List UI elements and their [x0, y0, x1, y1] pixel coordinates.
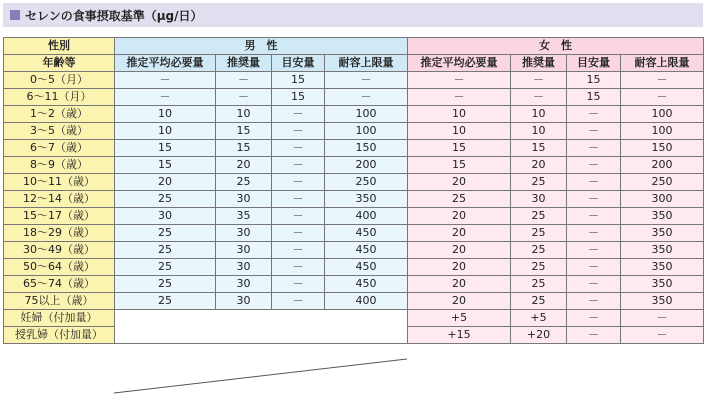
male-value-cell: 250: [325, 174, 408, 191]
male-value-cell: 10: [115, 123, 216, 140]
female-value-cell: 20: [408, 293, 511, 310]
female-value-cell: －: [567, 242, 621, 259]
table-row: [4, 174, 704, 191]
header-row-columns: [4, 55, 704, 72]
female-value-cell: 25: [511, 293, 567, 310]
female-value-cell: 300: [621, 191, 704, 208]
age-label: 年齢等: [4, 55, 115, 72]
female-value-cell: +5: [408, 310, 511, 327]
female-value-cell: 25: [511, 174, 567, 191]
male-value-cell: －: [115, 72, 216, 89]
header-row-sex: [4, 38, 704, 55]
female-value-cell: －: [621, 89, 704, 106]
age-cell: 15～17（歳）: [4, 208, 115, 225]
male-value-cell: 20: [216, 157, 272, 174]
male-value-cell: 30: [216, 293, 272, 310]
male-ai-header: 目安量: [272, 55, 325, 72]
table-row: [4, 259, 704, 276]
male-value-cell: 15: [115, 157, 216, 174]
male-value-cell: 25: [115, 259, 216, 276]
table-row: [4, 208, 704, 225]
age-cell: 0～5（月）: [4, 72, 115, 89]
female-value-cell: 100: [621, 106, 704, 123]
age-cell: 3～5（歳）: [4, 123, 115, 140]
male-value-cell: －: [216, 72, 272, 89]
female-header: 女 性: [408, 38, 704, 55]
age-cell: 8～9（歳）: [4, 157, 115, 174]
male-value-cell: 25: [216, 174, 272, 191]
female-value-cell: 350: [621, 259, 704, 276]
male-value-cell: 10: [216, 106, 272, 123]
female-value-cell: 10: [511, 106, 567, 123]
female-value-cell: －: [567, 327, 621, 344]
male-value-cell: 200: [325, 157, 408, 174]
age-cell: 30～49（歳）: [4, 242, 115, 259]
age-cell: 6～7（歳）: [4, 140, 115, 157]
male-value-cell: 30: [115, 208, 216, 225]
female-value-cell: 10: [511, 123, 567, 140]
male-value-cell: －: [272, 225, 325, 242]
age-cell: 6～11（月）: [4, 89, 115, 106]
male-value-cell: 25: [115, 225, 216, 242]
male-value-cell: 35: [216, 208, 272, 225]
sex-label: 性別: [4, 38, 115, 55]
male-value-cell: 10: [115, 106, 216, 123]
male-rda-header: 推奨量: [216, 55, 272, 72]
male-value-cell: 15: [272, 89, 325, 106]
female-value-cell: 15: [567, 72, 621, 89]
male-value-cell: －: [272, 276, 325, 293]
table-row: [4, 140, 704, 157]
table-row: [4, 191, 704, 208]
female-value-cell: －: [567, 225, 621, 242]
male-value-cell: 15: [272, 72, 325, 89]
female-rda-header: 推奨量: [511, 55, 567, 72]
male-value-cell: －: [272, 191, 325, 208]
female-value-cell: －: [511, 72, 567, 89]
female-value-cell: －: [567, 259, 621, 276]
female-value-cell: 15: [408, 140, 511, 157]
female-value-cell: 20: [511, 157, 567, 174]
female-value-cell: 15: [511, 140, 567, 157]
male-value-cell: 25: [115, 293, 216, 310]
female-value-cell: +15: [408, 327, 511, 344]
female-value-cell: 350: [621, 276, 704, 293]
table-row: [4, 89, 704, 106]
female-value-cell: 350: [621, 242, 704, 259]
female-ul-header: 耐容上限量: [621, 55, 704, 72]
table-row: [4, 123, 704, 140]
female-value-cell: －: [621, 327, 704, 344]
male-value-cell: 30: [216, 242, 272, 259]
female-ear-header: 推定平均必要量: [408, 55, 511, 72]
table-row: [4, 106, 704, 123]
male-value-cell: 25: [115, 191, 216, 208]
male-value-cell: －: [272, 259, 325, 276]
female-value-cell: +5: [511, 310, 567, 327]
male-value-cell: 30: [216, 276, 272, 293]
male-value-cell: －: [325, 89, 408, 106]
female-value-cell: －: [567, 276, 621, 293]
table-row: [4, 293, 704, 310]
female-value-cell: 20: [408, 242, 511, 259]
table-title: セレンの食事摂取基準（μg/日）: [25, 9, 203, 23]
selenium-intake-table: [3, 37, 704, 344]
male-value-cell: 30: [216, 259, 272, 276]
male-value-cell: 15: [216, 140, 272, 157]
female-value-cell: 200: [621, 157, 704, 174]
male-value-cell: 400: [325, 208, 408, 225]
female-value-cell: 20: [408, 276, 511, 293]
male-ear-header: 推定平均必要量: [115, 55, 216, 72]
female-value-cell: 350: [621, 208, 704, 225]
male-value-cell: 15: [115, 140, 216, 157]
age-cell: 50～64（歳）: [4, 259, 115, 276]
male-not-applicable-cell: [115, 310, 408, 344]
female-value-cell: 25: [511, 208, 567, 225]
female-value-cell: －: [621, 310, 704, 327]
male-value-cell: 30: [216, 191, 272, 208]
female-value-cell: －: [408, 89, 511, 106]
female-value-cell: 25: [511, 259, 567, 276]
age-cell: 65～74（歳）: [4, 276, 115, 293]
female-value-cell: 100: [621, 123, 704, 140]
female-value-cell: 20: [408, 259, 511, 276]
female-value-cell: －: [567, 174, 621, 191]
table-row: [4, 276, 704, 293]
male-value-cell: －: [216, 89, 272, 106]
female-value-cell: 20: [408, 208, 511, 225]
male-value-cell: 30: [216, 225, 272, 242]
male-value-cell: 350: [325, 191, 408, 208]
male-value-cell: 150: [325, 140, 408, 157]
male-value-cell: －: [272, 174, 325, 191]
female-value-cell: 150: [621, 140, 704, 157]
female-value-cell: －: [621, 72, 704, 89]
female-value-cell: －: [567, 293, 621, 310]
female-ai-header: 目安量: [567, 55, 621, 72]
age-cell: 妊婦（付加量）: [4, 310, 115, 327]
male-value-cell: －: [272, 140, 325, 157]
male-value-cell: －: [272, 106, 325, 123]
female-value-cell: －: [567, 106, 621, 123]
male-value-cell: 450: [325, 259, 408, 276]
female-value-cell: 20: [408, 225, 511, 242]
female-value-cell: －: [567, 140, 621, 157]
female-value-cell: 250: [621, 174, 704, 191]
male-value-cell: 100: [325, 123, 408, 140]
female-value-cell: 15: [408, 157, 511, 174]
male-value-cell: －: [115, 89, 216, 106]
male-value-cell: 25: [115, 276, 216, 293]
male-value-cell: －: [325, 72, 408, 89]
female-value-cell: －: [511, 89, 567, 106]
female-value-cell: 350: [621, 293, 704, 310]
female-value-cell: －: [567, 310, 621, 327]
female-value-cell: 10: [408, 123, 511, 140]
female-value-cell: 25: [511, 242, 567, 259]
female-value-cell: 25: [511, 276, 567, 293]
table-row: [4, 310, 704, 327]
male-header: 男 性: [115, 38, 408, 55]
male-value-cell: 450: [325, 225, 408, 242]
title-square-icon: [10, 10, 20, 20]
male-value-cell: 20: [115, 174, 216, 191]
female-value-cell: 15: [567, 89, 621, 106]
female-value-cell: 25: [511, 225, 567, 242]
male-value-cell: －: [272, 123, 325, 140]
male-value-cell: 450: [325, 276, 408, 293]
female-value-cell: 20: [408, 174, 511, 191]
female-value-cell: －: [567, 191, 621, 208]
male-value-cell: －: [272, 157, 325, 174]
female-value-cell: 10: [408, 106, 511, 123]
male-value-cell: －: [272, 293, 325, 310]
male-ul-header: 耐容上限量: [325, 55, 408, 72]
female-value-cell: 30: [511, 191, 567, 208]
female-value-cell: －: [567, 208, 621, 225]
age-cell: 10～11（歳）: [4, 174, 115, 191]
male-value-cell: －: [272, 208, 325, 225]
table-row: [4, 242, 704, 259]
title-bar: [3, 3, 703, 27]
table-row: [4, 157, 704, 174]
age-cell: 授乳婦（付加量）: [4, 327, 115, 344]
female-value-cell: －: [567, 123, 621, 140]
age-cell: 18～29（歳）: [4, 225, 115, 242]
female-value-cell: －: [408, 72, 511, 89]
age-cell: 1～2（歳）: [4, 106, 115, 123]
table-row: [4, 225, 704, 242]
age-cell: 75以上（歳）: [4, 293, 115, 310]
male-value-cell: 15: [216, 123, 272, 140]
male-value-cell: －: [272, 242, 325, 259]
male-value-cell: 25: [115, 242, 216, 259]
not-applicable-diagonal: [114, 358, 408, 394]
female-value-cell: 25: [408, 191, 511, 208]
male-value-cell: 100: [325, 106, 408, 123]
female-value-cell: +20: [511, 327, 567, 344]
male-value-cell: 400: [325, 293, 408, 310]
male-value-cell: 450: [325, 242, 408, 259]
age-cell: 12～14（歳）: [4, 191, 115, 208]
female-value-cell: －: [567, 157, 621, 174]
table-row: [4, 72, 704, 89]
female-value-cell: 350: [621, 225, 704, 242]
